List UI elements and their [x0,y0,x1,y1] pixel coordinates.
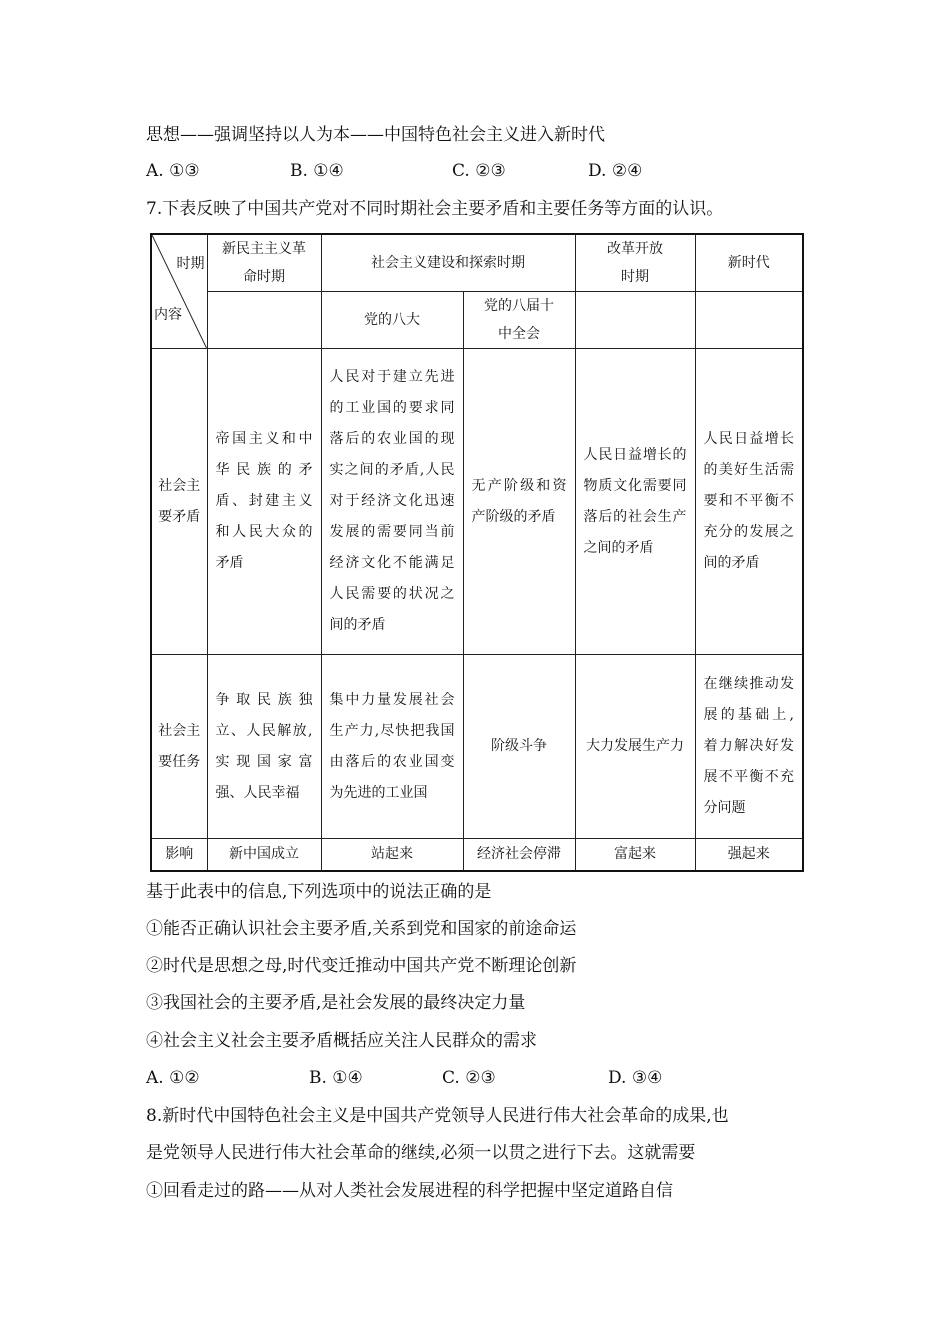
q7-option-c[interactable]: C. ②③ [442,1068,496,1088]
statement-1: ①能否正确认识社会主要矛盾,关系到党和国家的前途命运 [146,919,577,939]
effect-new-era: 强起来 [695,839,803,872]
table-corner [151,234,207,349]
q6-option-d[interactable]: D. ②④ [588,161,643,181]
q7-question: 基于此表中的信息,下列选项中的说法正确的是 [146,882,492,902]
corner-content-label: 内容 [154,307,182,323]
q8-statement-1: ①回看走过的路——从对人类社会发展进程的科学把握中坚定道路自信 [146,1181,673,1201]
corner-period-label: 时期 [176,256,205,272]
contradiction-table [150,233,804,872]
task-tenth-plenum: 阶级斗争 [463,655,575,839]
effect-new-democratic: 新中国成立 [207,839,321,872]
row-label-effect: 影响 [151,839,207,872]
effect-reform: 富起来 [575,839,695,872]
q7-option-b[interactable]: B. ①④ [309,1068,363,1088]
contradiction-new-era: 人民日益增长的美好生活需要和不平衡不充分的发展之间的矛盾 [695,349,803,655]
task-eighth-congress: 集中力量发展社会生产力,尽快把我国由落后的农业国变为先进的工业国 [321,655,463,839]
sub-eighth-congress: 党的八大 [321,292,463,349]
sub-eighth-tenth-plenum: 党的八届十中全会 [463,292,575,349]
contradiction-eighth-congress: 人民对于建立先进的工业国的要求同落后的农业国的现实之间的矛盾,人民对于经济文化迅速发展的需要同当前经济文化不能满足人民需要的状况之间的矛盾 [321,349,463,655]
q7-option-a[interactable]: A. ①② [146,1068,200,1088]
q7-options [146,1067,846,1089]
contradiction-new-democratic: 帝国主义和中华民族的矛盾、封建主义和人民大众的矛盾 [207,349,321,655]
task-new-era: 在继续推动发展的基础上, 着力解决好发展不平衡不充分问题 [695,655,803,839]
header-socialist-construction: 社会主义建设和探索时期 [321,234,575,292]
effect-socialist: 站起来 [321,839,463,872]
statement-2: ②时代是思想之母,时代变迁推动中国共产党不断理论创新 [146,956,577,976]
q6-option-c[interactable]: C. ②③ [452,161,506,181]
contradiction-reform: 人民日益增长的物质文化需要同落后的社会生产之间的矛盾 [575,349,695,655]
q8-stem-line2: 是党领导人民进行伟大社会革命的继续,必须一以贯之进行下去。这就需要 [146,1143,696,1163]
task-reform: 大力发展生产力 [575,655,695,839]
header-new-democratic: 新民主主义革命时期 [207,234,321,292]
task-new-democratic: 争取民族独立、人民解放,实现国家富强、人民幸福 [207,655,321,839]
sub-empty-5 [695,292,803,349]
q7-stem: 7.下表反映了中国共产党对不同时期社会主要矛盾和主要任务等方面的认识。 [146,199,724,219]
statement-4: ④社会主义社会主要矛盾概括应关注人民群众的需求 [146,1031,537,1051]
q6-option-a[interactable]: A. ①③ [146,161,200,181]
q6-options [146,160,846,182]
statement-3: ③我国社会的主要矛盾,是社会发展的最终决定力量 [146,993,526,1013]
q8-stem-line1: 8.新时代中国特色社会主义是中国共产党领导人民进行伟大社会革命的成果,也 [146,1106,729,1126]
q7-option-d[interactable]: D. ③④ [608,1068,663,1088]
prev-question-tail: 思想——强调坚持以人为本——中国特色社会主义进入新时代 [146,125,605,145]
effect-tenth-plenum: 经济社会停滞 [463,839,575,872]
header-new-era: 新时代 [695,234,803,292]
q6-option-b[interactable]: B. ①④ [290,161,344,181]
row-label-task: 社会主要任务 [151,655,207,839]
sub-empty-4 [575,292,695,349]
sub-empty-1 [207,292,321,349]
contradiction-tenth-plenum: 无产阶级和资产阶级的矛盾 [463,349,575,655]
header-reform-opening: 改革开放时期 [575,234,695,292]
row-label-contradiction: 社会主要矛盾 [151,349,207,655]
